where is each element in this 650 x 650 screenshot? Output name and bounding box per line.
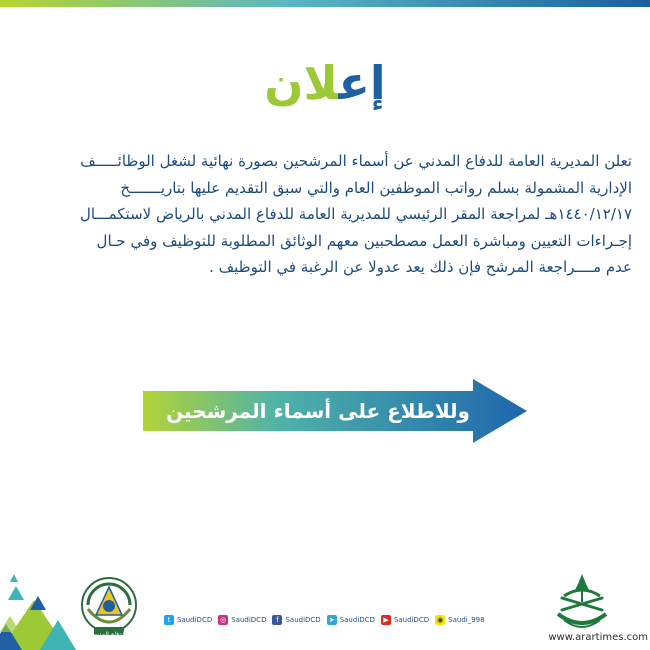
view-candidates-arrow-button[interactable]	[143, 379, 527, 443]
website-watermark: www.arartimes.com	[548, 632, 648, 643]
paragraph-line: تعلن المديرية العامة للدفاع المدني عن أسماء المرشحين بصورة نهائية لشغل الوظائـــــف	[80, 152, 632, 170]
social-instagram[interactable]	[218, 615, 266, 625]
announcement-heading	[0, 56, 650, 110]
youtube-icon: ▶	[381, 615, 391, 625]
paragraph-line: الإدارية المشمولة بسلم رواتب الموظفين العام والتي سبق التقديم عليها بتاريـــــــخ	[120, 178, 632, 197]
facebook-icon: f	[272, 615, 282, 625]
paragraph-line: عدم مــــراجعة المرشح فإن ذلك يعد عدولا عن الرغبة في التوظيف .	[209, 258, 632, 276]
telegram-icon: ➤	[327, 615, 337, 625]
view-candidates-label: وللاطلاع على أسماء المرشحين	[166, 399, 470, 423]
twitter-icon: t	[164, 615, 174, 625]
announcement-paragraph	[20, 148, 632, 281]
social-twitter[interactable]	[164, 615, 212, 625]
social-handle: SaudiDCD	[231, 616, 267, 624]
social-handle: Saudi_998	[448, 616, 485, 624]
top-gradient-stripe	[0, 0, 650, 7]
social-handle: SaudiDCD	[393, 616, 430, 624]
social-youtube[interactable]	[381, 615, 429, 625]
paragraph-line: إجـراءات التعيين ومباشرة العمل مصطحبين معهم الوثائق المطلوبة للتوظيف وفي حـال	[96, 231, 632, 250]
heading-part-blue: إع	[338, 56, 386, 110]
paragraph-line: ١٤٤٠/١٢/١٧هـ لمراجعة المقر الرئيسي للمديرية العامة للدفاع المدني بالرياض لاستكمـــال	[79, 205, 632, 223]
snapchat-icon: ◉	[437, 616, 444, 624]
social-handles-bar	[164, 613, 528, 627]
civil-defense-emblem-logo	[78, 575, 140, 643]
emblem-caption: الدفاع المدني	[92, 631, 126, 638]
social-facebook[interactable]	[272, 615, 320, 625]
social-snapchat[interactable]	[435, 615, 484, 625]
instagram-icon: ◎	[220, 616, 227, 624]
social-handle: SaudiDCD	[285, 616, 321, 624]
ministry-of-interior-logo	[550, 570, 614, 638]
heading-part-green: لان	[264, 56, 339, 110]
social-handle: SaudiDCD	[177, 616, 213, 624]
social-handle: SaudiDCD	[339, 616, 375, 624]
social-telegram[interactable]	[327, 615, 375, 625]
